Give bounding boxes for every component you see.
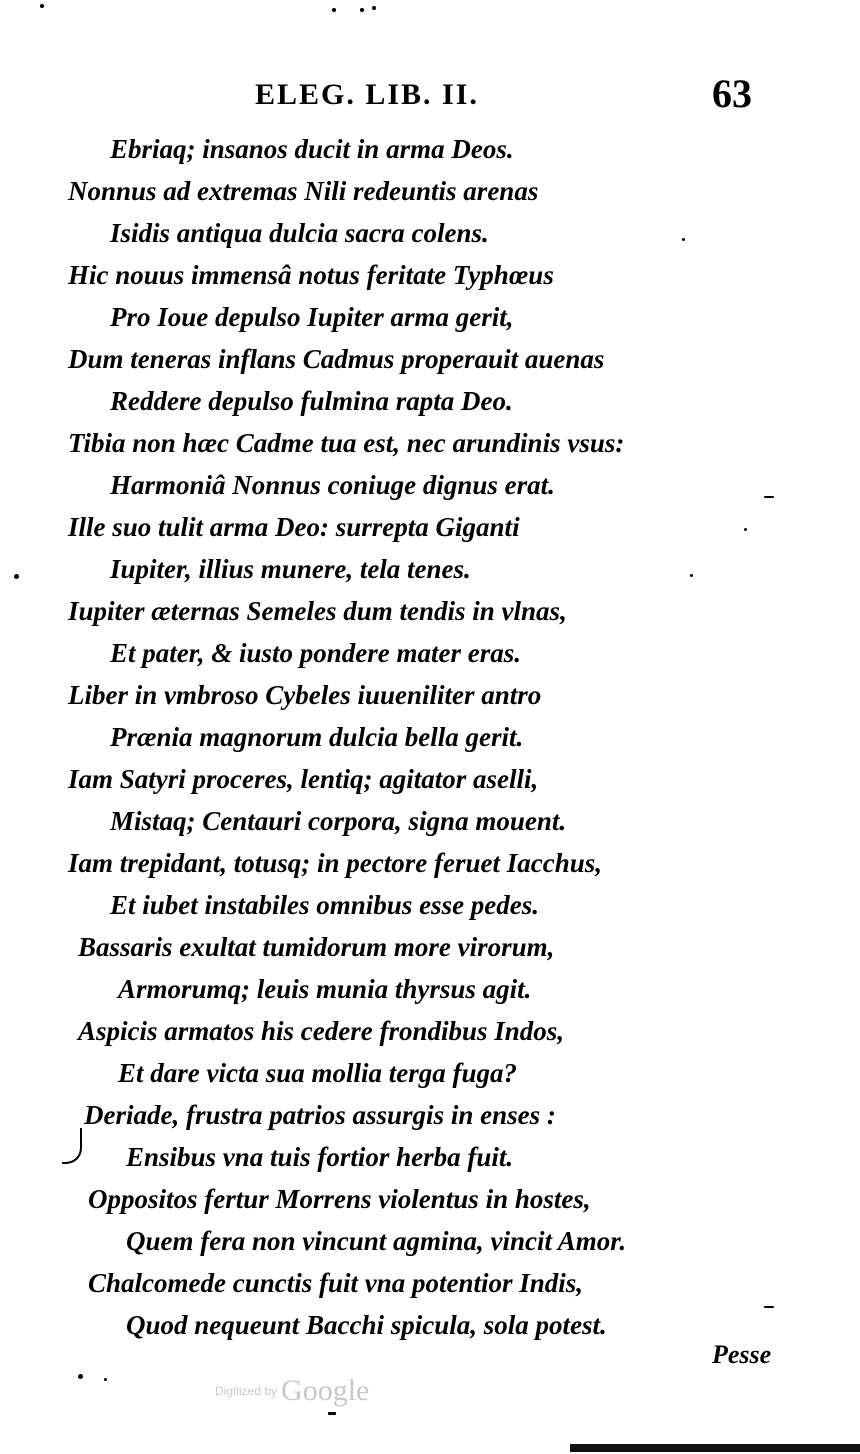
verse-text: Oppositos fertur Morrens violentus in hostes,	[88, 1184, 591, 1214]
verse-line	[0, 632, 860, 674]
ink-speck	[332, 8, 336, 12]
verse-line	[0, 1178, 860, 1220]
verse-line	[0, 758, 860, 800]
ink-speck	[14, 574, 19, 579]
ink-speck	[764, 1306, 774, 1308]
watermark-brand: Google	[281, 1374, 370, 1407]
verse-text: Hic nouus immensâ notus feritate Typhœus	[68, 260, 554, 290]
verse-text: Et pater, & iusto pondere mater eras.	[110, 638, 522, 668]
verse-line	[0, 590, 860, 632]
verse-text: Reddere depulso fulmina rapta Deo.	[110, 386, 513, 416]
page-number: 63	[712, 71, 752, 116]
verse-text: Iupiter, illius munere, tela tenes.	[110, 554, 471, 584]
verse-line	[0, 254, 860, 296]
catchword: Pesse	[712, 1340, 772, 1369]
verse-text: Prænia magnorum dulcia bella gerit.	[110, 722, 524, 752]
verse-text: Dum teneras inflans Cadmus properauit auenas	[68, 344, 605, 374]
verse-text: Harmoniâ Nonnus coniuge dignus erat.	[110, 470, 555, 500]
watermark-prefix: Digitized by	[215, 1384, 278, 1398]
verse-line	[0, 128, 860, 170]
ink-speck	[682, 238, 685, 241]
verse-line	[0, 926, 860, 968]
verse-line	[0, 1136, 860, 1178]
verse-text: Isidis antiqua dulcia sacra colens.	[110, 218, 489, 248]
verse-text: Quod nequeunt Bacchi spicula, sola potest.	[126, 1310, 607, 1340]
verse-text: Liber in vmbroso Cybeles iuueniliter antro	[68, 680, 542, 710]
digitized-watermark	[215, 1374, 369, 1408]
running-head: ELEG. LIB. II.	[255, 78, 479, 111]
verse-text: Deriade, frustra patrios assurgis in enses :	[84, 1100, 556, 1130]
verse-text: Iam trepidant, totusq; in pectore feruet Iacchus,	[68, 848, 603, 878]
ink-speck	[104, 1378, 107, 1381]
verse-text: Ensibus vna tuis fortior herba fuit.	[126, 1142, 514, 1172]
verse-line	[0, 1094, 860, 1136]
verse-text: Tibia non hæc Cadme tua est, nec arundinis vsus:	[68, 428, 625, 458]
verse-line	[0, 170, 860, 212]
verse-text: Quem fera non vincunt agmina, vincit Amor.	[126, 1226, 627, 1256]
verse-line	[0, 464, 860, 506]
verse-line	[0, 296, 860, 338]
verse-line	[0, 338, 860, 380]
verse-line	[0, 842, 860, 884]
verse-line	[0, 380, 860, 422]
verse-text: Ille suo tulit arma Deo: surrepta Giganti	[68, 512, 520, 542]
verse-text: Iam Satyri proceres, lentiq; agitator aselli,	[68, 764, 539, 794]
verse-text: Nonnus ad extremas Nili redeuntis arenas	[68, 176, 539, 206]
ink-speck	[40, 4, 44, 8]
ink-speck	[744, 528, 747, 531]
verse-text: Et dare victa sua mollia terga fuga?	[118, 1058, 518, 1088]
verse-line	[0, 422, 860, 464]
verse-line	[0, 1052, 860, 1094]
verse-line	[0, 716, 860, 758]
verse-text: Mistaq; Centauri corpora, signa mouent.	[110, 806, 567, 836]
verse-text: Aspicis armatos his cedere frondibus Indos,	[78, 1016, 565, 1046]
verse-text: Armorumq; leuis munia thyrsus agit.	[118, 974, 532, 1004]
verse-line	[0, 968, 860, 1010]
verse-line	[0, 674, 860, 716]
ink-speck	[360, 8, 364, 12]
page-edge-shadow	[570, 1444, 860, 1452]
verse-line	[0, 506, 860, 548]
verse-text: Bassaris exultat tumidorum more virorum,	[78, 932, 555, 962]
ink-speck	[328, 1412, 336, 1415]
verse-line	[0, 800, 860, 842]
verse-text: Pro Ioue depulso Iupiter arma gerit,	[110, 302, 514, 332]
verse-line	[0, 1220, 860, 1262]
verse-text: Ebriaq; insanos ducit in arma Deos.	[110, 134, 514, 164]
verse-line	[0, 884, 860, 926]
verse-line	[0, 212, 860, 254]
verse-line	[0, 1262, 860, 1304]
ink-speck	[372, 6, 376, 10]
ink-speck	[764, 496, 774, 498]
verse-text: Chalcomede cunctis fuit vna potentior Indis,	[88, 1268, 584, 1298]
ink-speck	[78, 1374, 83, 1379]
verse-line	[0, 548, 860, 590]
verse-text: Et iubet instabiles omnibus esse pedes.	[110, 890, 540, 920]
verse-line	[0, 1010, 860, 1052]
verse-text: Iupiter æternas Semeles dum tendis in vlnas,	[68, 596, 567, 626]
ink-speck	[690, 574, 693, 577]
